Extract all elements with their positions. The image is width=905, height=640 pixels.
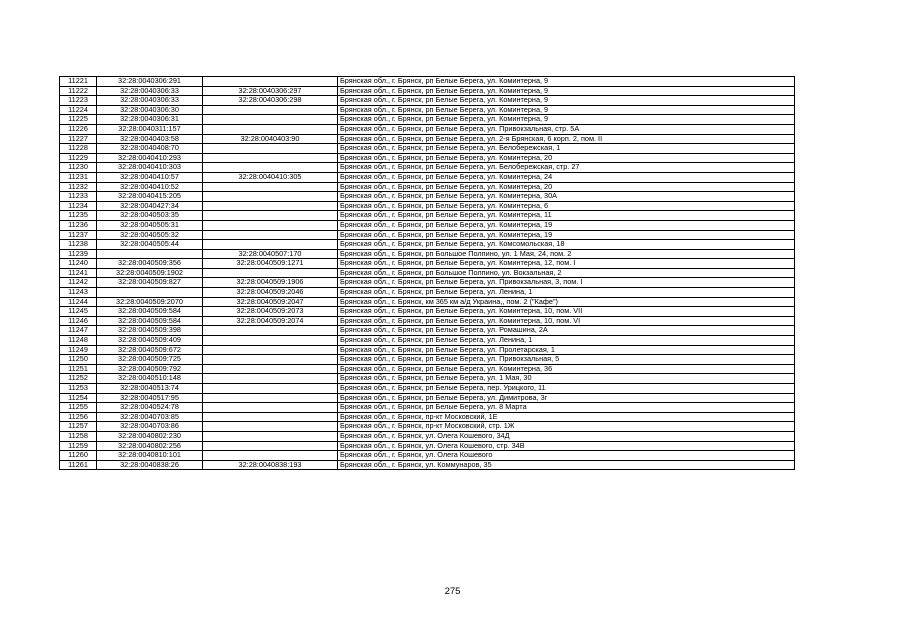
- related-cadastral-number-cell: [203, 384, 338, 394]
- related-cadastral-number-cell: [203, 451, 338, 461]
- address-cell: Брянская обл., г. Брянск, рп Белые Берега, ул. Коминтерна, 9: [338, 96, 795, 106]
- related-cadastral-number-cell: [203, 336, 338, 346]
- address-cell: Брянская обл., г. Брянск, рп Белые Берега, ул. Димитрова, 3г: [338, 393, 795, 403]
- related-cadastral-number-cell: [203, 153, 338, 163]
- address-cell: Брянская обл., г. Брянск, рп Большое Полпино, ул. Вокзальная, 2: [338, 268, 795, 278]
- address-cell: Брянская обл., г. Брянск, рп Белые Берега, пер. Урицкого, 11: [338, 384, 795, 394]
- related-cadastral-number-cell: [203, 211, 338, 221]
- related-cadastral-number-cell: [203, 403, 338, 413]
- address-cell: Брянская обл., г. Брянск, рп Белые Берега, ул. 8 Марта: [338, 403, 795, 413]
- table-row: [60, 153, 795, 163]
- cadastral-number-cell: 32:28:0040427:34: [97, 201, 203, 211]
- address-cell: Брянская обл., г. Брянск, рп Большое Полпино, ул. 1 Мая, 24, пом. 2: [338, 249, 795, 259]
- address-cell: Брянская обл., г. Брянск, рп Белые Берега, ул. Коминтерна, 9: [338, 105, 795, 115]
- address-cell: Брянская обл., г. Брянск, ул. Олега Кошевого, 34Д: [338, 431, 795, 441]
- row-number-cell: 11245: [60, 307, 97, 317]
- row-number-cell: 11238: [60, 240, 97, 250]
- row-number-cell: 11248: [60, 336, 97, 346]
- related-cadastral-number-cell: 32:28:0040410:305: [203, 172, 338, 182]
- related-cadastral-number-cell: 32:28:0040509:2073: [203, 307, 338, 317]
- cadastral-number-cell: 32:28:0040802:256: [97, 441, 203, 451]
- address-cell: Брянская обл., г. Брянск, рп Белые Берега, ул. Коминтерна, 36: [338, 364, 795, 374]
- table-row: [60, 134, 795, 144]
- table-row: [60, 345, 795, 355]
- table-row: [60, 86, 795, 96]
- address-cell: Брянская обл., г. Брянск, ул. Олега Кошевого, стр. 34В: [338, 441, 795, 451]
- related-cadastral-number-cell: [203, 220, 338, 230]
- row-number-cell: 11243: [60, 288, 97, 298]
- address-cell: Брянская обл., г. Брянск, рп Белые Берега, ул. Белобережская, стр. 27: [338, 163, 795, 173]
- address-cell: Брянская обл., г. Брянск, рп Белые Берега, ул. Коминтерна, 9: [338, 115, 795, 125]
- cadastral-number-cell: 32:28:0040408:70: [97, 144, 203, 154]
- address-cell: Брянская обл., г. Брянск, рп Белые Берега, ул. Коминтерна, 10, пом. VI: [338, 316, 795, 326]
- related-cadastral-number-cell: 32:28:0040509:1271: [203, 259, 338, 269]
- row-number-cell: 11242: [60, 278, 97, 288]
- table-row: [60, 220, 795, 230]
- cadastral-number-cell: 32:28:0040513:74: [97, 384, 203, 394]
- address-cell: Брянская обл., г. Брянск, рп Белые Берега, ул. Коминтерна, 6: [338, 201, 795, 211]
- cadastral-number-cell: 32:28:0040503:35: [97, 211, 203, 221]
- row-number-cell: 11228: [60, 144, 97, 154]
- cadastral-number-cell: 32:28:0040509:672: [97, 345, 203, 355]
- table-row: [60, 326, 795, 336]
- address-cell: Брянская обл., г. Брянск, рп Белые Берега, ул. Пролетарская, 1: [338, 345, 795, 355]
- page-number: 275: [444, 586, 461, 597]
- row-number-cell: 11256: [60, 412, 97, 422]
- row-number-cell: 11254: [60, 393, 97, 403]
- table-row: [60, 460, 795, 470]
- related-cadastral-number-cell: 32:28:0040507:170: [203, 249, 338, 259]
- table-row: [60, 278, 795, 288]
- address-cell: Брянская обл., г. Брянск, рп Белые Берега, ул. Привокзальная, 5: [338, 355, 795, 365]
- related-cadastral-number-cell: [203, 412, 338, 422]
- table-row: [60, 259, 795, 269]
- cadastral-number-cell: 32:28:0040505:31: [97, 220, 203, 230]
- row-number-cell: 11227: [60, 134, 97, 144]
- row-number-cell: 11240: [60, 259, 97, 269]
- related-cadastral-number-cell: [203, 105, 338, 115]
- cadastral-number-cell: 32:28:0040306:33: [97, 86, 203, 96]
- related-cadastral-number-cell: [203, 77, 338, 87]
- address-cell: Брянская обл., г. Брянск, рп Белые Берега, ул. Ромашина, 2А: [338, 326, 795, 336]
- table-row: [60, 115, 795, 125]
- cadastral-number-cell: 32:28:0040509:584: [97, 307, 203, 317]
- row-number-cell: 11234: [60, 201, 97, 211]
- row-number-cell: 11260: [60, 451, 97, 461]
- row-number-cell: 11259: [60, 441, 97, 451]
- address-cell: Брянская обл., г. Брянск, рп Белые Берега, ул. Ленина, 1: [338, 336, 795, 346]
- address-cell: Брянская обл., г. Брянск, рп Белые Берега, ул. Белобережская, 1: [338, 144, 795, 154]
- row-number-cell: 11237: [60, 230, 97, 240]
- row-number-cell: 11231: [60, 172, 97, 182]
- row-number-cell: 11226: [60, 124, 97, 134]
- related-cadastral-number-cell: [203, 240, 338, 250]
- address-cell: Брянская обл., г. Брянск, рп Белые Берега, ул. Комсомольская, 18: [338, 240, 795, 250]
- address-cell: Брянская обл., г. Брянск, км 365 км а/д Украина,, пом. 2 ("Кафе"): [338, 297, 795, 307]
- related-cadastral-number-cell: [203, 393, 338, 403]
- address-cell: Брянская обл., г. Брянск, рп Белые Берега, ул. Привокзальная, 3, пом. I: [338, 278, 795, 288]
- table-row: [60, 364, 795, 374]
- cadastral-number-cell: 32:28:0040410:293: [97, 153, 203, 163]
- registry-table: [59, 76, 795, 470]
- address-cell: Брянская обл., г. Брянск, рп Белые Берега, ул. Коминтерна, 30А: [338, 192, 795, 202]
- cadastral-number-cell: 32:28:0040510:148: [97, 374, 203, 384]
- address-cell: Брянская обл., г. Брянск, рп Белые Берега, ул. Коминтерна, 10, пом. VII: [338, 307, 795, 317]
- related-cadastral-number-cell: 32:28:0040509:2074: [203, 316, 338, 326]
- row-number-cell: 11232: [60, 182, 97, 192]
- cadastral-number-cell: [97, 288, 203, 298]
- row-number-cell: 11236: [60, 220, 97, 230]
- related-cadastral-number-cell: [203, 201, 338, 211]
- address-cell: Брянская обл., г. Брянск, рп Белые Берега, ул. 2-я Брянская, 6 корп. 2, пом. II: [338, 134, 795, 144]
- row-number-cell: 11225: [60, 115, 97, 125]
- address-cell: Брянская обл., г. Брянск, рп Белые Берега, ул. Коминтерна, 9: [338, 77, 795, 87]
- address-cell: Брянская обл., г. Брянск, рп Белые Берега, ул. 1 Мая, 30: [338, 374, 795, 384]
- registry-table-body: [60, 77, 795, 470]
- table-row: [60, 182, 795, 192]
- address-cell: Брянская обл., г. Брянск, рп Белые Берега, ул. Коминтерна, 20: [338, 153, 795, 163]
- table-row: [60, 297, 795, 307]
- cadastral-number-cell: 32:28:0040306:291: [97, 77, 203, 87]
- table-row: [60, 441, 795, 451]
- related-cadastral-number-cell: [203, 115, 338, 125]
- table-row: [60, 77, 795, 87]
- table-row: [60, 268, 795, 278]
- row-number-cell: 11255: [60, 403, 97, 413]
- table-row: [60, 192, 795, 202]
- cadastral-number-cell: 32:28:0040509:725: [97, 355, 203, 365]
- row-number-cell: 11257: [60, 422, 97, 432]
- table-row: [60, 96, 795, 106]
- related-cadastral-number-cell: [203, 374, 338, 384]
- address-cell: Брянская обл., г. Брянск, рп Белые Берега, ул. Привокзальная, стр. 5А: [338, 124, 795, 134]
- table-row: [60, 336, 795, 346]
- related-cadastral-number-cell: 32:28:0040509:2047: [203, 297, 338, 307]
- address-cell: Брянская обл., г. Брянск, ул. Коммунаров, 35: [338, 460, 795, 470]
- table-row: [60, 412, 795, 422]
- address-cell: Брянская обл., г. Брянск, рп Белые Берега, ул. Коминтерна, 19: [338, 220, 795, 230]
- related-cadastral-number-cell: [203, 144, 338, 154]
- row-number-cell: 11247: [60, 326, 97, 336]
- row-number-cell: 11244: [60, 297, 97, 307]
- row-number-cell: 11221: [60, 77, 97, 87]
- address-cell: Брянская обл., г. Брянск, рп Белые Берега, ул. Коминтерна, 24: [338, 172, 795, 182]
- related-cadastral-number-cell: 32:28:0040306:297: [203, 86, 338, 96]
- cadastral-number-cell: 32:28:0040410:52: [97, 182, 203, 192]
- cadastral-number-cell: 32:28:0040524:78: [97, 403, 203, 413]
- cadastral-number-cell: 32:28:0040415:205: [97, 192, 203, 202]
- row-number-cell: 11223: [60, 96, 97, 106]
- related-cadastral-number-cell: [203, 163, 338, 173]
- cadastral-number-cell: [97, 249, 203, 259]
- table-row: [60, 105, 795, 115]
- related-cadastral-number-cell: [203, 326, 338, 336]
- cadastral-number-cell: 32:28:0040810:101: [97, 451, 203, 461]
- cadastral-number-cell: 32:28:0040505:32: [97, 230, 203, 240]
- cadastral-number-cell: 32:28:0040306:30: [97, 105, 203, 115]
- cadastral-number-cell: 32:28:0040802:230: [97, 431, 203, 441]
- row-number-cell: 11224: [60, 105, 97, 115]
- row-number-cell: 11230: [60, 163, 97, 173]
- related-cadastral-number-cell: [203, 268, 338, 278]
- cadastral-number-cell: 32:28:0040410:57: [97, 172, 203, 182]
- row-number-cell: 11233: [60, 192, 97, 202]
- row-number-cell: 11252: [60, 374, 97, 384]
- related-cadastral-number-cell: [203, 182, 338, 192]
- related-cadastral-number-cell: [203, 355, 338, 365]
- table-row: [60, 240, 795, 250]
- cadastral-number-cell: 32:28:0040509:356: [97, 259, 203, 269]
- cadastral-number-cell: 32:28:0040505:44: [97, 240, 203, 250]
- cadastral-number-cell: 32:28:0040410:303: [97, 163, 203, 173]
- table-row: [60, 307, 795, 317]
- related-cadastral-number-cell: [203, 230, 338, 240]
- table-row: [60, 288, 795, 298]
- cadastral-number-cell: 32:28:0040509:409: [97, 336, 203, 346]
- address-cell: Брянская обл., г. Брянск, пр-кт Московский, стр. 1Ж: [338, 422, 795, 432]
- table-row: [60, 431, 795, 441]
- cadastral-number-cell: 32:28:0040703:86: [97, 422, 203, 432]
- row-number-cell: 11251: [60, 364, 97, 374]
- table-row: [60, 355, 795, 365]
- row-number-cell: 11258: [60, 431, 97, 441]
- table-row: [60, 403, 795, 413]
- cadastral-number-cell: 32:28:0040509:584: [97, 316, 203, 326]
- cadastral-number-cell: 32:28:0040509:1902: [97, 268, 203, 278]
- address-cell: Брянская обл., г. Брянск, рп Белые Берега, ул. Ленина, 1: [338, 288, 795, 298]
- table-row: [60, 422, 795, 432]
- address-cell: Брянская обл., г. Брянск, рп Белые Берега, ул. Коминтерна, 20: [338, 182, 795, 192]
- address-cell: Брянская обл., г. Брянск, ул. Олега Кошевого: [338, 451, 795, 461]
- table-row: [60, 384, 795, 394]
- row-number-cell: 11241: [60, 268, 97, 278]
- related-cadastral-number-cell: [203, 431, 338, 441]
- related-cadastral-number-cell: 32:28:0040509:2046: [203, 288, 338, 298]
- table-row: [60, 230, 795, 240]
- cadastral-number-cell: 32:28:0040509:2070: [97, 297, 203, 307]
- cadastral-number-cell: 32:28:0040509:827: [97, 278, 203, 288]
- table-row: [60, 201, 795, 211]
- row-number-cell: 11261: [60, 460, 97, 470]
- cadastral-number-cell: 32:28:0040509:792: [97, 364, 203, 374]
- related-cadastral-number-cell: 32:28:0040838:193: [203, 460, 338, 470]
- row-number-cell: 11235: [60, 211, 97, 221]
- table-row: [60, 316, 795, 326]
- table-row: [60, 393, 795, 403]
- row-number-cell: 11229: [60, 153, 97, 163]
- table-row: [60, 211, 795, 221]
- cadastral-number-cell: 32:28:0040509:398: [97, 326, 203, 336]
- table-row: [60, 451, 795, 461]
- related-cadastral-number-cell: [203, 124, 338, 134]
- cadastral-number-cell: 32:28:0040703:85: [97, 412, 203, 422]
- table-row: [60, 124, 795, 134]
- row-number-cell: 11222: [60, 86, 97, 96]
- address-cell: Брянская обл., г. Брянск, рп Белые Берега, ул. Коминтерна, 11: [338, 211, 795, 221]
- table-row: [60, 144, 795, 154]
- table-row: [60, 163, 795, 173]
- related-cadastral-number-cell: 32:28:0040306:298: [203, 96, 338, 106]
- table-row: [60, 374, 795, 384]
- row-number-cell: 11249: [60, 345, 97, 355]
- related-cadastral-number-cell: 32:28:0040509:1906: [203, 278, 338, 288]
- cadastral-number-cell: 32:28:0040311:157: [97, 124, 203, 134]
- row-number-cell: 11253: [60, 384, 97, 394]
- table-row: [60, 249, 795, 259]
- related-cadastral-number-cell: [203, 441, 338, 451]
- related-cadastral-number-cell: 32:28:0040403:90: [203, 134, 338, 144]
- cadastral-number-cell: 32:28:0040403:58: [97, 134, 203, 144]
- table-row: [60, 172, 795, 182]
- address-cell: Брянская обл., г. Брянск, пр-кт Московский, 1Е: [338, 412, 795, 422]
- related-cadastral-number-cell: [203, 422, 338, 432]
- related-cadastral-number-cell: [203, 192, 338, 202]
- cadastral-number-cell: 32:28:0040838:26: [97, 460, 203, 470]
- related-cadastral-number-cell: [203, 364, 338, 374]
- cadastral-number-cell: 32:28:0040517:95: [97, 393, 203, 403]
- row-number-cell: 11239: [60, 249, 97, 259]
- row-number-cell: 11246: [60, 316, 97, 326]
- address-cell: Брянская обл., г. Брянск, рп Белые Берега, ул. Коминтерна, 12, пом. I: [338, 259, 795, 269]
- cadastral-number-cell: 32:28:0040306:31: [97, 115, 203, 125]
- row-number-cell: 11250: [60, 355, 97, 365]
- address-cell: Брянская обл., г. Брянск, рп Белые Берега, ул. Коминтерна, 19: [338, 230, 795, 240]
- address-cell: Брянская обл., г. Брянск, рп Белые Берега, ул. Коминтерна, 9: [338, 86, 795, 96]
- cadastral-number-cell: 32:28:0040306:33: [97, 96, 203, 106]
- related-cadastral-number-cell: [203, 345, 338, 355]
